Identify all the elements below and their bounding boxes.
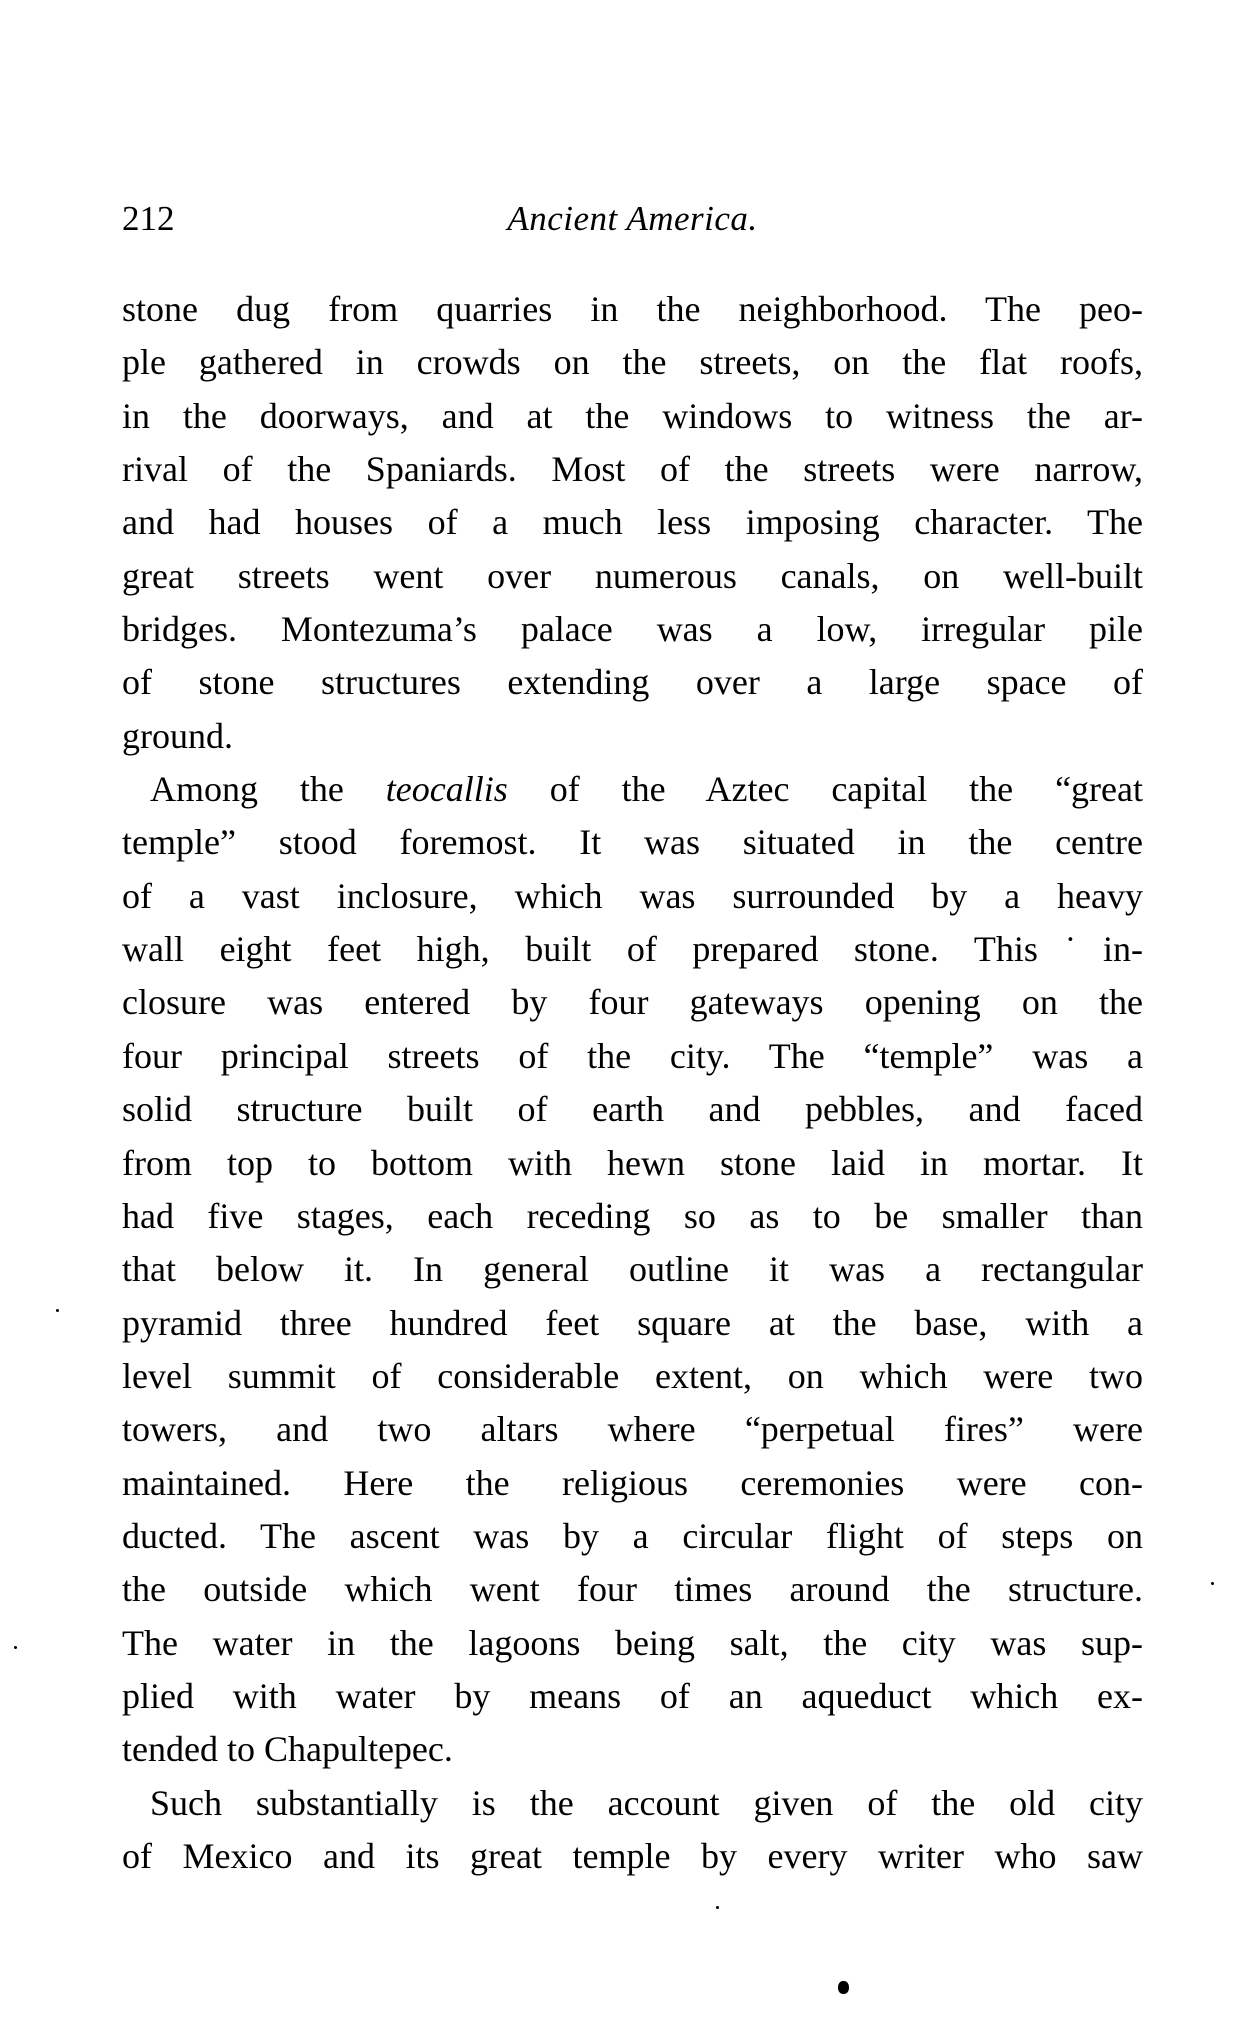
text-line [122,763,1143,816]
text-line: temple” stood foremost. It was situated in the centre [122,822,1143,863]
text-line: tended to Chapultepec. [122,1729,453,1770]
text-line: closure was entered by four gateways opening on the [122,982,1143,1023]
running-title: Ancient America. [507,199,758,238]
text-line: from top to bottom with hewn stone laid in mortar. It [122,1142,1143,1183]
text-line: of Mexico and its great temple by every writer who saw [122,1835,1143,1876]
text-line: pyramid three hundred feet square at the base, with a [122,1302,1143,1343]
text-line: the outside which went four times around the structure. [122,1569,1143,1610]
text-line: wall eight feet high, built of prepared stone. This˙in- [122,929,1143,970]
text-line: four principal streets of the city. The “temple” was a [122,1035,1143,1076]
text-line: The water in the lagoons being salt, the city was sup- [122,1622,1143,1663]
text-line: great streets went over numerous canals, on well-built [122,555,1143,596]
text-line: plied with water by means of an aqueduct which ex- [122,1675,1143,1716]
text-line: in the doorways, and at the windows to witness the ar- [122,395,1143,436]
text-line: ducted. The ascent was by a circular flight of steps on [122,1515,1143,1556]
scan-speck [14,1646,17,1649]
text-line: and had houses of a much less imposing character. The [122,502,1143,543]
scan-speck [716,1906,719,1909]
text-line: that below it. In general outline it was a rectangular [122,1249,1143,1290]
text-line: of stone structures extending over a large space of [122,662,1143,703]
text-line: had five stages, each receding so as to be smaller than [122,1195,1143,1236]
text-line: ground. [122,715,233,756]
running-head [122,196,1143,242]
text-line: of a vast inclosure, which was surrounded by a heavy [122,875,1143,916]
ink-blot [838,1981,849,1994]
body-text [122,283,1143,1883]
scan-speck [56,1309,59,1312]
text-line: bridges. Montezuma’s palace was a low, irregular pile [122,609,1143,650]
text-segment: Among the [150,769,386,810]
text-line: Such substantially is the account given of the old city [150,1782,1143,1823]
text-line: maintained. Here the religious ceremonies were con- [122,1462,1143,1503]
text-segment: of the Aztec capital the “great [507,769,1143,810]
text-line: towers, and two altars where “perpetual fires” were [122,1409,1143,1450]
text-line: ple gathered in crowds on the streets, on the flat roofs, [122,342,1143,383]
italic-term: teocallis [385,769,508,810]
page-number: 212 [122,199,175,238]
text-line: stone dug from quarries in the neighborhood. The peo- [122,289,1143,329]
text-line: rival of the Spaniards. Most of the streets were narrow, [122,449,1143,490]
text-line: solid structure built of earth and pebbles, and faced [122,1089,1143,1130]
text-line: level summit of considerable extent, on which were two [122,1355,1143,1396]
scan-speck [1211,1582,1214,1585]
